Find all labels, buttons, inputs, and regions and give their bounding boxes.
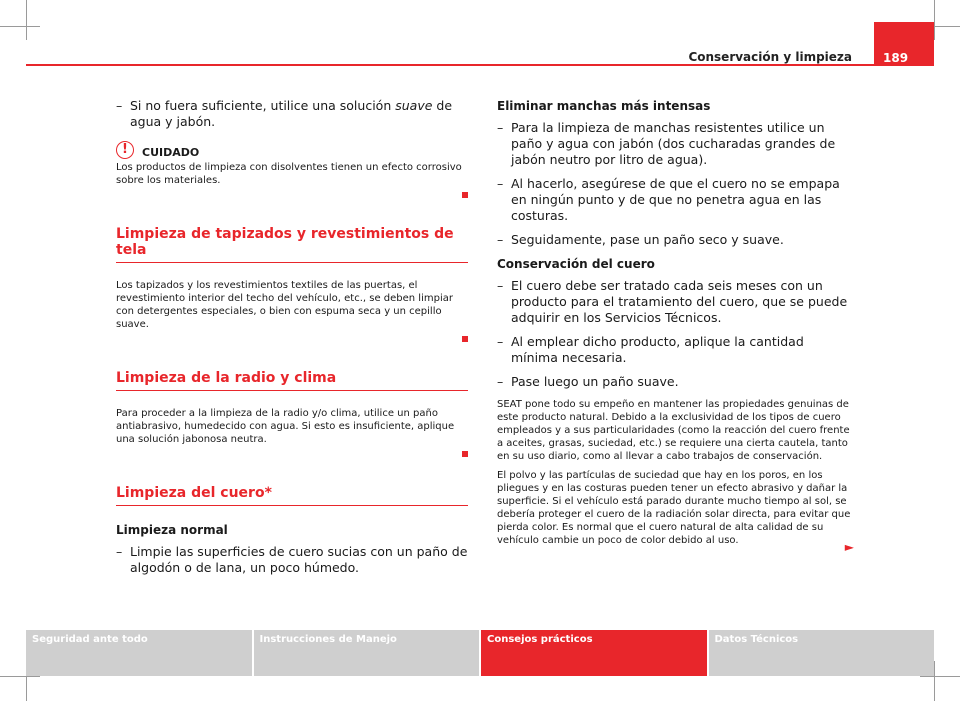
dash-item xyxy=(116,98,468,130)
dash-text: El cuero debe ser tratado cada seis meses con un producto para el tratamiento del cuero, que se puede adquirir en los Servicios Técnicos. xyxy=(511,278,848,325)
continue-arrow-icon: ► xyxy=(844,540,854,554)
dash-text: Al emplear dicho producto, aplique la cantidad mínima necesaria. xyxy=(511,334,804,365)
dash-bullet: – xyxy=(116,98,123,113)
crop-mark xyxy=(934,0,935,40)
caution-label: CUIDADO xyxy=(142,146,200,159)
section-end-mark xyxy=(116,327,468,346)
section-title: Limpieza de la radio y clima xyxy=(116,370,468,391)
subheading: Conservación del cuero xyxy=(497,257,655,271)
section-text: Los tapizados y los revestimientos textiles de las puertas, el revestimiento interior del techo del vehículo, etc., se deben limpiar con detergentes especiales, o bien con espuma seca y un cepillo suave. xyxy=(116,280,453,330)
dash-item xyxy=(497,232,854,248)
dash-item xyxy=(497,278,854,326)
section-text: Para proceder a la limpieza de la radio y/o clima, utilice un paño antiabrasivo, humedecido con agua. Si esto es insuficiente, aplique una solución jabonosa neutra. xyxy=(116,408,455,445)
dash-bullet: – xyxy=(116,544,123,559)
crop-mark xyxy=(920,676,960,677)
dash-text-pre: Si no fuera suficiente, utilice una solución xyxy=(130,98,396,113)
footer-tab-consejos[interactable]: Consejos prácticos xyxy=(481,630,707,676)
dash-bullet: – xyxy=(497,278,504,293)
dash-text-emphasis: suave xyxy=(395,98,433,113)
right-column xyxy=(497,98,854,558)
dash-bullet: – xyxy=(497,334,504,349)
dash-item xyxy=(497,334,854,366)
warning-icon: ! xyxy=(116,141,134,159)
dash-bullet: – xyxy=(497,176,504,191)
dash-text: Limpie las superficies de cuero sucias con un paño de algodón o de lana, un poco húmedo. xyxy=(130,544,468,575)
footer-tab-datos[interactable]: Datos Técnicos xyxy=(709,630,935,676)
footer-tab-instrucciones[interactable]: Instrucciones de Manejo xyxy=(254,630,480,676)
dash-item xyxy=(116,544,468,576)
body-paragraph: SEAT pone todo su empeño en mantener las propiedades genuinas de este producto natural. Debido a la exclusividad de los tipos de cuero empleados y a sus particularidades (como la reacción del cuero frente a aceites, grasas, suciedad, etc.) se requiere una cierta cautela, tanto en su uso diario, como al llevar a cabo trabajos de conservación. xyxy=(497,399,850,462)
dash-bullet: – xyxy=(497,374,504,389)
caution-block xyxy=(116,140,468,159)
header-rule xyxy=(26,64,934,66)
dash-item xyxy=(497,176,854,224)
subheading: Limpieza normal xyxy=(116,523,228,537)
dash-bullet: – xyxy=(497,120,504,135)
dash-item xyxy=(497,374,854,390)
dash-text: Seguidamente, pase un paño seco y suave. xyxy=(511,232,784,247)
caution-text: Los productos de limpieza con disolventes tienen un efecto corrosivo sobre los materiales. xyxy=(116,162,462,186)
crop-mark xyxy=(934,661,935,701)
crop-mark xyxy=(0,26,40,27)
body-paragraph: El polvo y las partículas de suciedad que hay en los poros, en los pliegues y en las costuras pueden tener un efecto abrasivo y dañar la superficie. Si el vehículo está parado durante mucho tiempo al sol, se debería proteger el cuero de la radiación solar directa, para evitar que pierda color. Es normal que el cuero natural de alta calidad de su vehículo cambie un poco de color debido al uso. xyxy=(497,470,851,546)
dash-bullet: – xyxy=(497,232,504,247)
page-number: 189 xyxy=(883,51,909,65)
dash-item xyxy=(497,120,854,168)
page-header-title: Conservación y limpieza xyxy=(688,50,852,64)
crop-mark xyxy=(0,676,40,677)
left-column xyxy=(116,98,468,584)
subheading: Eliminar manchas más intensas xyxy=(497,99,711,113)
dash-text: Al hacerlo, asegúrese de que el cuero no se empapa en ningún punto y de que no penetra agua en las costuras. xyxy=(511,176,840,223)
section-title: Limpieza del cuero* xyxy=(116,485,468,506)
crop-mark xyxy=(26,0,27,40)
dash-text: Para la limpieza de manchas resistentes utilice un paño y agua con jabón (dos cucharadas grandes de jabón neutro por litro de agua). xyxy=(511,120,836,167)
dash-text-post: de agua y jabón. xyxy=(130,98,453,129)
section-title: Limpieza de tapizados y revestimientos de tela xyxy=(116,226,468,263)
footer-tab-seguridad[interactable]: Seguridad ante todo xyxy=(26,630,252,676)
dash-text: Pase luego un paño suave. xyxy=(511,374,679,389)
footer-nav xyxy=(26,630,934,676)
